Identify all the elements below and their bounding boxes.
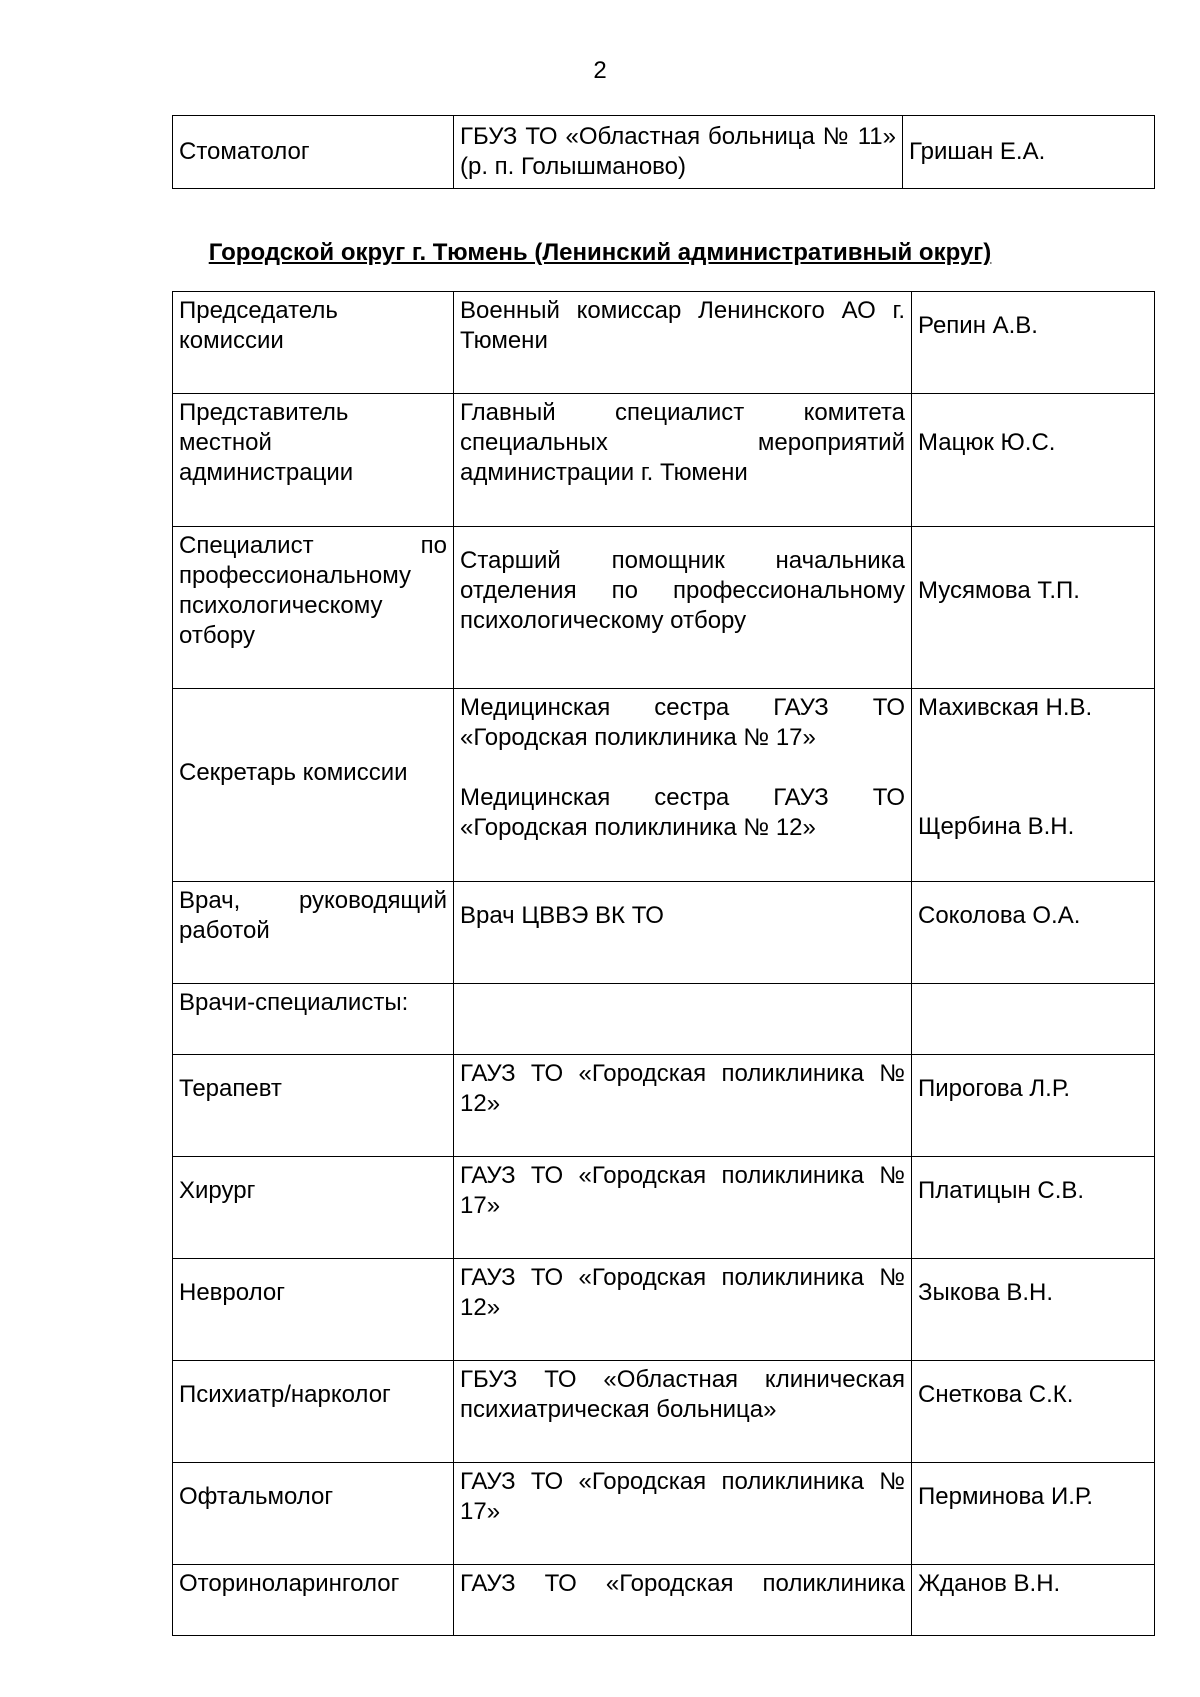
org-cell: Военный комиссар Ленинского АО г. Тюмени	[454, 292, 912, 394]
role-cell: Хирург	[173, 1157, 454, 1259]
org-cell	[454, 984, 912, 1055]
name-cell: Репин А.В.	[912, 292, 1155, 394]
commission-table	[172, 291, 1155, 1636]
org-cell: ГАУЗ ТО «Городская поликлиника № 12»	[454, 1259, 912, 1361]
name-cell: Мусямова Т.П.	[912, 527, 1155, 689]
name-cell: Соколова О.А.	[912, 882, 1155, 984]
table-row	[173, 1055, 1155, 1157]
role-cell: Представитель местной администрации	[173, 394, 454, 527]
top-table	[172, 115, 1155, 189]
role-cell: Стоматолог	[173, 116, 454, 189]
table-row	[173, 1463, 1155, 1565]
role-cell: Терапевт	[173, 1055, 454, 1157]
org-cell: ГАУЗ ТО «Городская поликлиника № 17»	[454, 1463, 912, 1565]
table-row	[173, 882, 1155, 984]
name-cell: Жданов В.Н.	[912, 1565, 1155, 1636]
org-cell	[454, 689, 912, 882]
table-row	[173, 1157, 1155, 1259]
role-cell: Врач, руководящий работой	[173, 882, 454, 984]
role-cell: Офтальмолог	[173, 1463, 454, 1565]
name-cell	[912, 984, 1155, 1055]
org-cell: ГАУЗ ТО «Городская поликлиника № 17»	[454, 1157, 912, 1259]
name-cell	[912, 689, 1155, 882]
name-line-2: Щербина В.Н.	[918, 813, 1075, 840]
name-cell: Мацюк Ю.С.	[912, 394, 1155, 527]
table-row	[173, 984, 1155, 1055]
name-cell: Зыкова В.Н.	[912, 1259, 1155, 1361]
table-row	[173, 292, 1155, 394]
role-cell: Оториноларинголог	[173, 1565, 454, 1636]
org-cell: Главный специалист комитета специальных мероприятий администрации г. Тюмени	[454, 394, 912, 527]
table-row	[173, 394, 1155, 527]
name-cell: Перминова И.Р.	[912, 1463, 1155, 1565]
role-cell: Секретарь комиссии	[173, 689, 454, 882]
org-cell: ГБУЗ ТО «Областная больница № 11» (р. п. Голышманово)	[454, 116, 903, 189]
table-row	[173, 1361, 1155, 1463]
table-row	[173, 1565, 1155, 1636]
org-cell: ГАУЗ ТО «Городская поликлиника № 12»	[454, 1055, 912, 1157]
org-line-1: Медицинская сестра ГАУЗ ТО «Городская поликлиника № 17»	[460, 694, 905, 751]
table-row	[173, 527, 1155, 689]
table-row	[173, 1259, 1155, 1361]
name-cell: Пирогова Л.Р.	[912, 1055, 1155, 1157]
role-cell: Психиатр/нарколог	[173, 1361, 454, 1463]
role-cell: Председатель комиссии	[173, 292, 454, 394]
table-row	[173, 116, 1155, 189]
org-cell: Старший помощник начальника отделения по профессиональному психологическому отбору	[454, 527, 912, 689]
org-line-2: Медицинская сестра ГАУЗ ТО «Городская поликлиника № 12»	[460, 784, 905, 841]
name-cell: Платицын С.В.	[912, 1157, 1155, 1259]
org-cell: ГБУЗ ТО «Областная клиническая психиатрическая больница»	[454, 1361, 912, 1463]
org-cell: Врач ЦВВЭ ВК ТО	[454, 882, 912, 984]
name-cell: Снеткова С.К.	[912, 1361, 1155, 1463]
role-cell: Специалист по профессиональному психологическому отбору	[173, 527, 454, 689]
page-number: 2	[593, 57, 607, 84]
role-cell: Врачи-специалисты:	[173, 984, 454, 1055]
org-cell: ГАУЗ ТО «Городская поликлиника	[454, 1565, 912, 1636]
name-cell: Гришан Е.А.	[903, 116, 1155, 189]
section-heading: Городской округ г. Тюмень (Ленинский административный округ)	[208, 239, 992, 266]
role-cell: Невролог	[173, 1259, 454, 1361]
table-row	[173, 689, 1155, 882]
name-line-1: Махивская Н.В.	[918, 694, 1093, 721]
